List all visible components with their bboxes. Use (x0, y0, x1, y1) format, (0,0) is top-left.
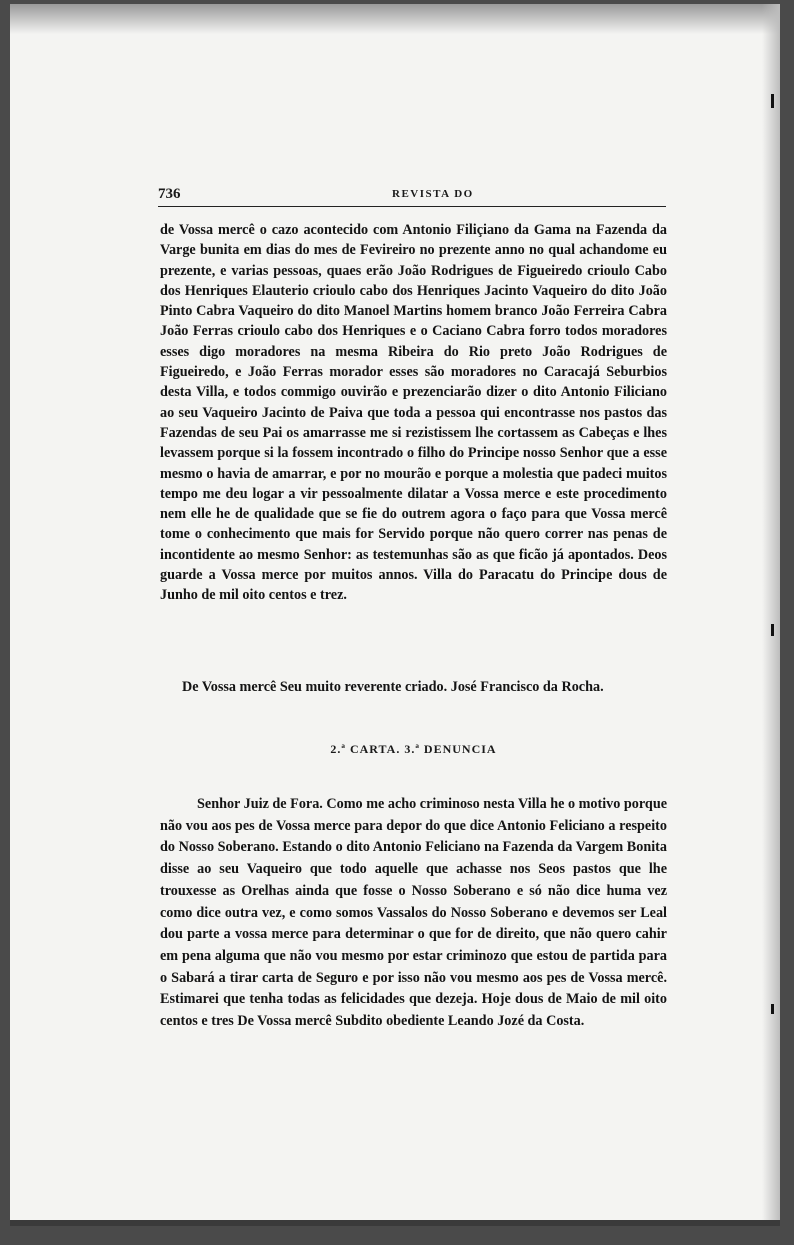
letter-paragraph-2: Senhor Juiz de Fora. Como me acho criminoso nesta Villa he o motivo porque não vou aos pes de Vossa merce para depor do que dice Antonio Feliciano a respeito do Nosso Soberano. Estando o dito Antonio Feliciano na Fazenda da Vargem Bonita disse ao seu Vaqueiro que todo aquelle que achasse nos Seos pastos que lhe trouxesse as Orelhas ainda que fosse o Nosso Soberano e só não dice huma vez como dice outra vez, e como somos Vassalos do Nosso Soberano e devemos ser Leal dou parte a vossa merce para determinar o que for de direito, que não quero cahir em pena alguma que não vou mesmo por estar criminozo que estou de partida para o Sabará a tirar carta de Seguro e por isso não vou mesmo aos pes de Vossa mercê. Estimarei que tenha todas as felicidades que dezeja. Hoje dous de Maio de mil oito centos e tres De Vossa mercê Subdito obediente Leando Jozé da Costa. (160, 796, 668, 1030)
book-page (10, 4, 780, 1226)
scan-mark (771, 624, 774, 636)
scan-mark (771, 1004, 774, 1014)
scan-edge-right (762, 4, 780, 1226)
scan-edge-bottom (10, 1220, 780, 1226)
page-number: 736 (158, 186, 181, 202)
letter-signoff: De Vossa mercê Seu muito reverente criado. José Francisco da Rocha. (182, 679, 604, 695)
scan-shadow-top (10, 4, 780, 34)
page-header (158, 184, 666, 207)
section-title: 2.ª CARTA. 3.ª DENUNCIA (330, 742, 497, 756)
running-head: REVISTA DO (392, 188, 474, 200)
letter-paragraph-1: de Vossa mercê o cazo acontecido com Antonio Filiçiano da Gama na Fazenda da Varge bunita em dias do mes de Fevireiro no prezente anno no qual achandome eu prezente, e varias pessoas, quaes erão João Rodrigues de Figueiredo crioulo Cabo dos Henriques Elauterio crioulo cabo dos Henriques Jacinto Vaqueiro do dito João Pinto Cabra Vaqueiro do dito Manoel Martins homem branco João Ferreira Cabra João Ferras crioulo cabo dos Henriques e o Caciano Cabra forro todos moradores esses digo moradores na mesma Ribeira do Rio preto João Rodrigues de Figueiredo, e João Ferras morador esses são moradores no Caracajá Seburbios desta Villa, e todos commigo ouvirão e prezenciarão dizer o dito Antonio Filiciano ao seu Vaqueiro Jacinto de Paiva que toda a pessoa qui encontrasse nos pastos das Fazendas de seu Pai os amarrasse me si rezistissem lhe cortassem as Cabeças e lhes levassem porque si la fossem incontrado o filho do Principe nosso Senhor que a esse mesmo o havia de amarrar, e por no mourão e porque a molestia que padeci muitos tempo me deu logar a vir pessoalmente dilatar a Vossa merce e este procedimento nem elle he de qualidade que se fie do outrem agora o faço para que Vossa mercê tome o conhecimento que mais for Servido porque não quero correr nas penas de incontidente ao mesmo Senhor: as testemunhas são as que ficão já apontados. Deos guarde a Vossa merce por muitos annos. Villa do Paracatu do Principe dous de Junho de mil oito centos e trez. (160, 222, 667, 604)
scan-mark (771, 94, 774, 108)
